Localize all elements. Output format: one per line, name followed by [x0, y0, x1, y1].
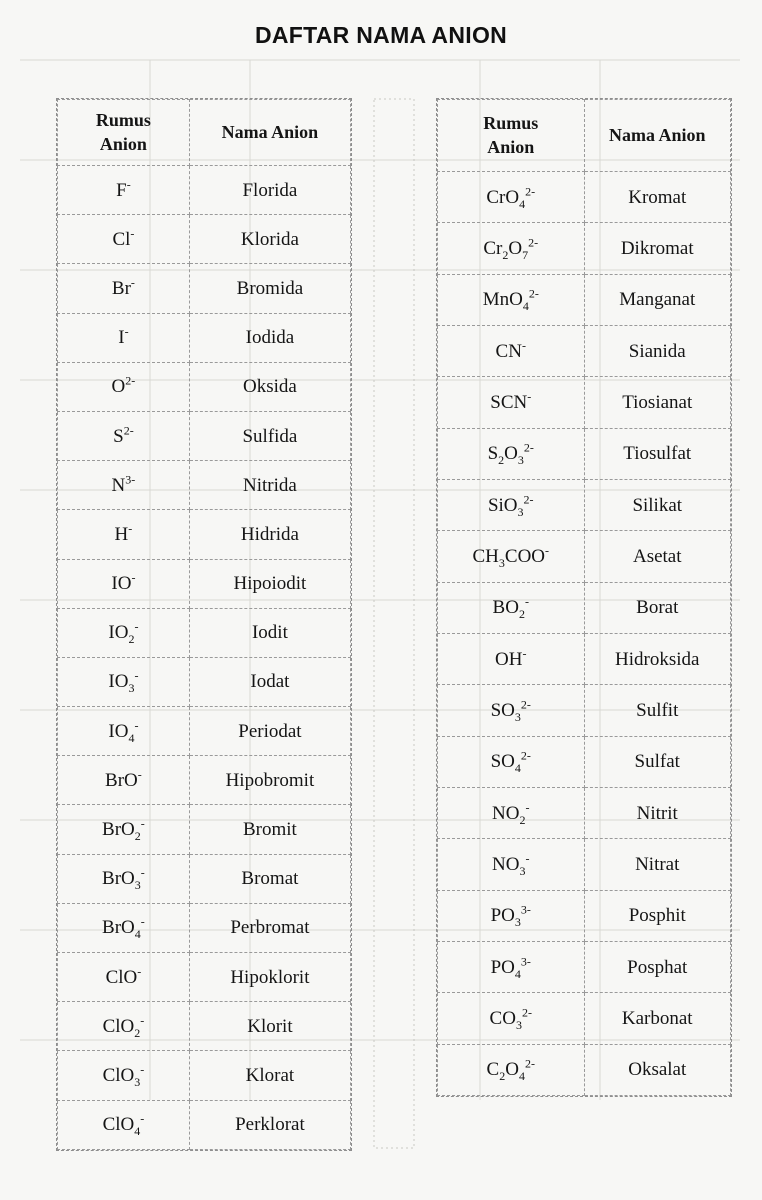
table-row	[58, 1051, 351, 1100]
anion-formula: $Cr_2O_7^{2-}$	[438, 223, 585, 274]
anion-name: Hipoklorit	[189, 953, 350, 1002]
anion-name: Borat	[584, 582, 731, 633]
table-row	[438, 582, 731, 633]
anion-name: Sianida	[584, 325, 731, 376]
header-name: Nama Anion	[584, 100, 731, 172]
table-row	[438, 736, 731, 787]
anion-formula: BrO$_3$-	[58, 854, 190, 903]
anion-name: Periodat	[189, 707, 350, 756]
table-row	[438, 428, 731, 479]
anion-formula: ClO$_4$-	[58, 1100, 190, 1149]
anion-name: Karbonat	[584, 993, 731, 1044]
anion-name: Asetat	[584, 531, 731, 582]
anion-formula: MnO$_4^{2-}$	[438, 274, 585, 325]
table-row	[438, 1044, 731, 1095]
anion-name: Iodat	[189, 657, 350, 706]
table-row	[58, 903, 351, 952]
anion-formula: ClO$_2$-	[58, 1002, 190, 1051]
anion-formula: BrO$_4$-	[58, 903, 190, 952]
table-row	[58, 510, 351, 559]
anion-name: Silikat	[584, 479, 731, 530]
table-row	[58, 1100, 351, 1149]
table-row	[438, 839, 731, 890]
table-row	[58, 854, 351, 903]
anion-name: Klorat	[189, 1051, 350, 1100]
fold-gutter-decoration	[373, 98, 415, 1149]
anion-formula: $PO_4^{3-}$	[438, 941, 585, 992]
table-row	[58, 215, 351, 264]
anion-formula: $NO_2^-$	[438, 787, 585, 838]
table-row	[438, 274, 731, 325]
anion-formula: F-	[58, 166, 190, 215]
anion-name: Posphat	[584, 941, 731, 992]
anion-name: Sulfida	[189, 411, 350, 460]
anion-name: Manganat	[584, 274, 731, 325]
anion-table-left	[56, 98, 352, 1151]
anion-formula: CN-	[438, 325, 585, 376]
anion-name: Posphit	[584, 890, 731, 941]
table-row	[438, 377, 731, 428]
anion-name: Nitrida	[189, 461, 350, 510]
anion-formula: SiO$_3^{2-}$	[438, 479, 585, 530]
table-row	[58, 461, 351, 510]
anion-formula: H-	[58, 510, 190, 559]
anion-name: Dikromat	[584, 223, 731, 274]
table-row	[58, 657, 351, 706]
anion-formula: ClO-	[58, 953, 190, 1002]
table-row	[438, 787, 731, 838]
anion-formula: BrO-	[58, 756, 190, 805]
table-row	[58, 805, 351, 854]
header-formula: Rumus Anion	[438, 100, 585, 172]
anion-table-right	[436, 98, 732, 1097]
table-row	[438, 531, 731, 582]
anion-name: Sulfit	[584, 685, 731, 736]
anion-name: Klorida	[189, 215, 350, 264]
anion-formula: $S^{2-}$	[58, 411, 190, 460]
table-row	[438, 325, 731, 376]
anion-name: Bromit	[189, 805, 350, 854]
anion-name: Perklorat	[189, 1100, 350, 1149]
anion-name: Nitrat	[584, 839, 731, 890]
anion-name: Hidrida	[189, 510, 350, 559]
anion-formula: IO-	[58, 559, 190, 608]
table-row	[58, 313, 351, 362]
right-table-body	[438, 172, 731, 1096]
anion-name: Perbromat	[189, 903, 350, 952]
anion-formula: $IO_4^-$	[58, 707, 190, 756]
table-row	[58, 166, 351, 215]
left-table-body	[58, 166, 351, 1150]
table-row	[58, 264, 351, 313]
table-row	[438, 941, 731, 992]
anion-name: Bromat	[189, 854, 350, 903]
anion-formula: ClO$_3$-	[58, 1051, 190, 1100]
anion-name: Tiosianat	[584, 377, 731, 428]
anion-formula: $IO_2^-$	[58, 608, 190, 657]
anion-formula: $N^{3-}$	[58, 461, 190, 510]
anion-name: Florida	[189, 166, 350, 215]
table-row	[58, 608, 351, 657]
anion-name: Hipoiodit	[189, 559, 350, 608]
anion-formula: $NO_3^-$	[438, 839, 585, 890]
anion-formula: $BO_2^-$	[438, 582, 585, 633]
table-row	[438, 479, 731, 530]
table-row	[438, 172, 731, 223]
table-row	[58, 1002, 351, 1051]
anion-name: Iodit	[189, 608, 350, 657]
anion-formula: $CO_3^{2-}$	[438, 993, 585, 1044]
anion-formula: I-	[58, 313, 190, 362]
table-row	[438, 223, 731, 274]
anion-name: Klorit	[189, 1002, 350, 1051]
anion-formula: CrO$_4^{2-}$	[438, 172, 585, 223]
table-row	[438, 633, 731, 684]
anion-formula: Cl-	[58, 215, 190, 264]
anion-formula: OH-	[438, 633, 585, 684]
anion-name: Kromat	[584, 172, 731, 223]
table-row	[58, 707, 351, 756]
anion-formula: $IO_3^-$	[58, 657, 190, 706]
page-title: DAFTAR NAMA ANION	[254, 22, 508, 48]
table-row	[58, 756, 351, 805]
table-row	[438, 890, 731, 941]
table-row	[58, 953, 351, 1002]
anion-name: Iodida	[189, 313, 350, 362]
anion-name: Oksida	[189, 362, 350, 411]
table-row	[438, 685, 731, 736]
anion-formula: $C_2O_4^{2-}$	[438, 1044, 585, 1095]
anion-name: Nitrit	[584, 787, 731, 838]
anion-name: Hidroksida	[584, 633, 731, 684]
anion-formula: $PO_3^{3-}$	[438, 890, 585, 941]
header-formula: Rumus Anion	[58, 100, 190, 166]
anion-formula: $S_2O_3^{2-}$	[438, 428, 585, 479]
table-row	[58, 411, 351, 460]
anion-name: Hipobromit	[189, 756, 350, 805]
anion-formula: BrO$_2$-	[58, 805, 190, 854]
table-row	[58, 559, 351, 608]
anion-formula: $SO_4^{2-}$	[438, 736, 585, 787]
anion-name: Tiosulfat	[584, 428, 731, 479]
table-row	[58, 362, 351, 411]
anion-formula: $SO_3^{2-}$	[438, 685, 585, 736]
table-row	[438, 993, 731, 1044]
anion-formula: Br-	[58, 264, 190, 313]
anion-formula: SCN-	[438, 377, 585, 428]
anion-formula: $CH_3COO^-$	[438, 531, 585, 582]
anion-name: Sulfat	[584, 736, 731, 787]
anion-name: Bromida	[189, 264, 350, 313]
header-name: Nama Anion	[189, 100, 350, 166]
anion-name: Oksalat	[584, 1044, 731, 1095]
anion-formula: $O^{2-}$	[58, 362, 190, 411]
